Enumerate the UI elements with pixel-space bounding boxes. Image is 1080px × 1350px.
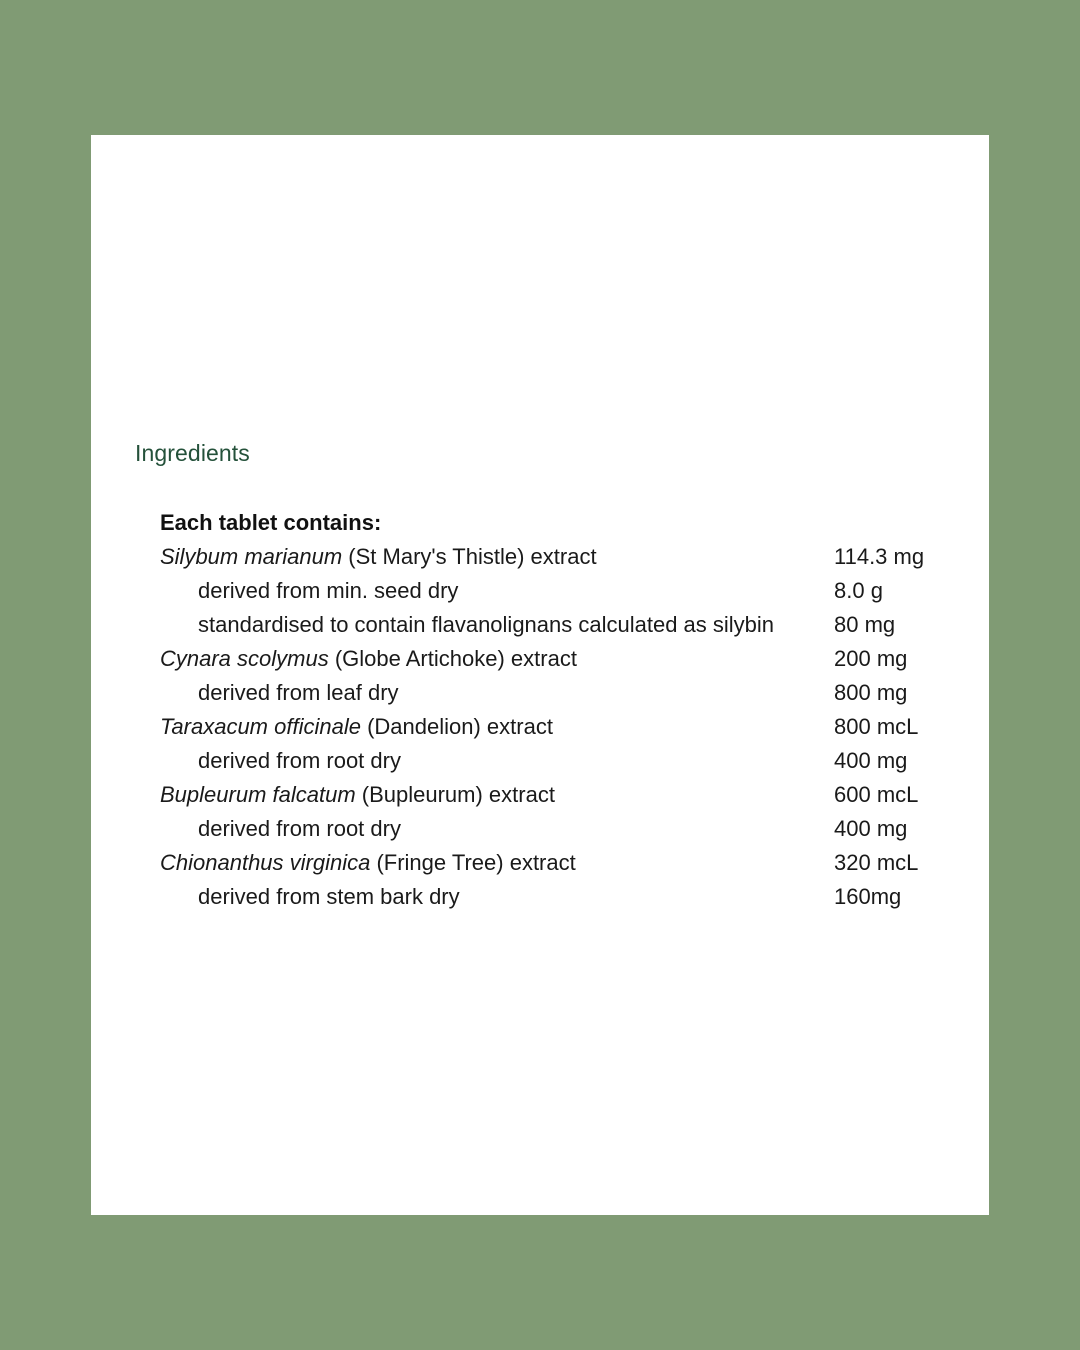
ingredient-detail: derived from root dry [198,816,401,841]
ingredient-amount: 8.0 g [834,578,883,603]
ingredients-card [91,135,989,1215]
ingredient-amount: 200 mg [834,646,908,671]
ingredient-amount: 320 mcL [834,850,919,875]
ingredient-common-name: (Dandelion) extract [360,714,553,739]
ingredient-description [160,710,553,744]
ingredient-description [198,744,401,778]
ingredient-description [198,880,460,914]
ingredient-amount: 600 mcL [834,782,919,807]
ingredient-common-name: (St Mary's Thistle) extract [342,544,597,569]
ingredient-common-name: (Globe Artichoke) extract [328,646,577,671]
ingredient-row [160,710,950,744]
ingredient-latin-name: Taraxacum officinale [160,714,361,739]
ingredients-heading: Each tablet contains: [160,510,382,535]
ingredient-row [160,778,950,812]
ingredient-description [160,540,597,574]
ingredient-subrow [160,608,950,642]
ingredient-latin-name: Silybum marianum [160,544,343,569]
ingredient-description [198,608,774,642]
ingredient-description [198,812,401,846]
ingredient-latin-name: Cynara scolymus [160,646,329,671]
section-title: Ingredients [135,440,250,466]
ingredient-description [160,846,576,880]
ingredient-amount: 160mg [834,884,902,909]
ingredients-list [160,506,950,914]
ingredient-detail: derived from leaf dry [198,680,399,705]
ingredient-amount: 800 mg [834,680,908,705]
ingredient-common-name: (Bupleurum) extract [355,782,555,807]
ingredient-description [198,676,399,710]
ingredient-description [198,574,458,608]
ingredient-amount: 80 mg [834,612,896,637]
ingredient-detail: standardised to contain flavanolignans calculated as silybin [198,612,775,637]
ingredient-row [160,846,950,880]
ingredient-detail: derived from stem bark dry [198,884,460,909]
ingredient-description [160,778,555,812]
ingredient-common-name: (Fringe Tree) extract [370,850,576,875]
ingredient-amount: 114.3 mg [834,544,925,569]
ingredient-amount: 400 mg [834,816,908,841]
ingredients-rows [160,540,950,914]
ingredient-latin-name: Bupleurum falcatum [160,782,356,807]
ingredient-description [160,642,577,676]
ingredient-subrow [160,574,950,608]
ingredient-detail: derived from root dry [198,748,401,773]
ingredient-subrow [160,676,950,710]
ingredient-subrow [160,880,950,914]
ingredient-amount: 400 mg [834,748,908,773]
ingredient-subrow [160,744,950,778]
ingredient-detail: derived from min. seed dry [198,578,459,603]
ingredient-amount: 800 mcL [834,714,919,739]
ingredient-subrow [160,812,950,846]
ingredient-row [160,642,950,676]
ingredient-latin-name: Chionanthus virginica [160,850,371,875]
ingredient-row [160,540,950,574]
